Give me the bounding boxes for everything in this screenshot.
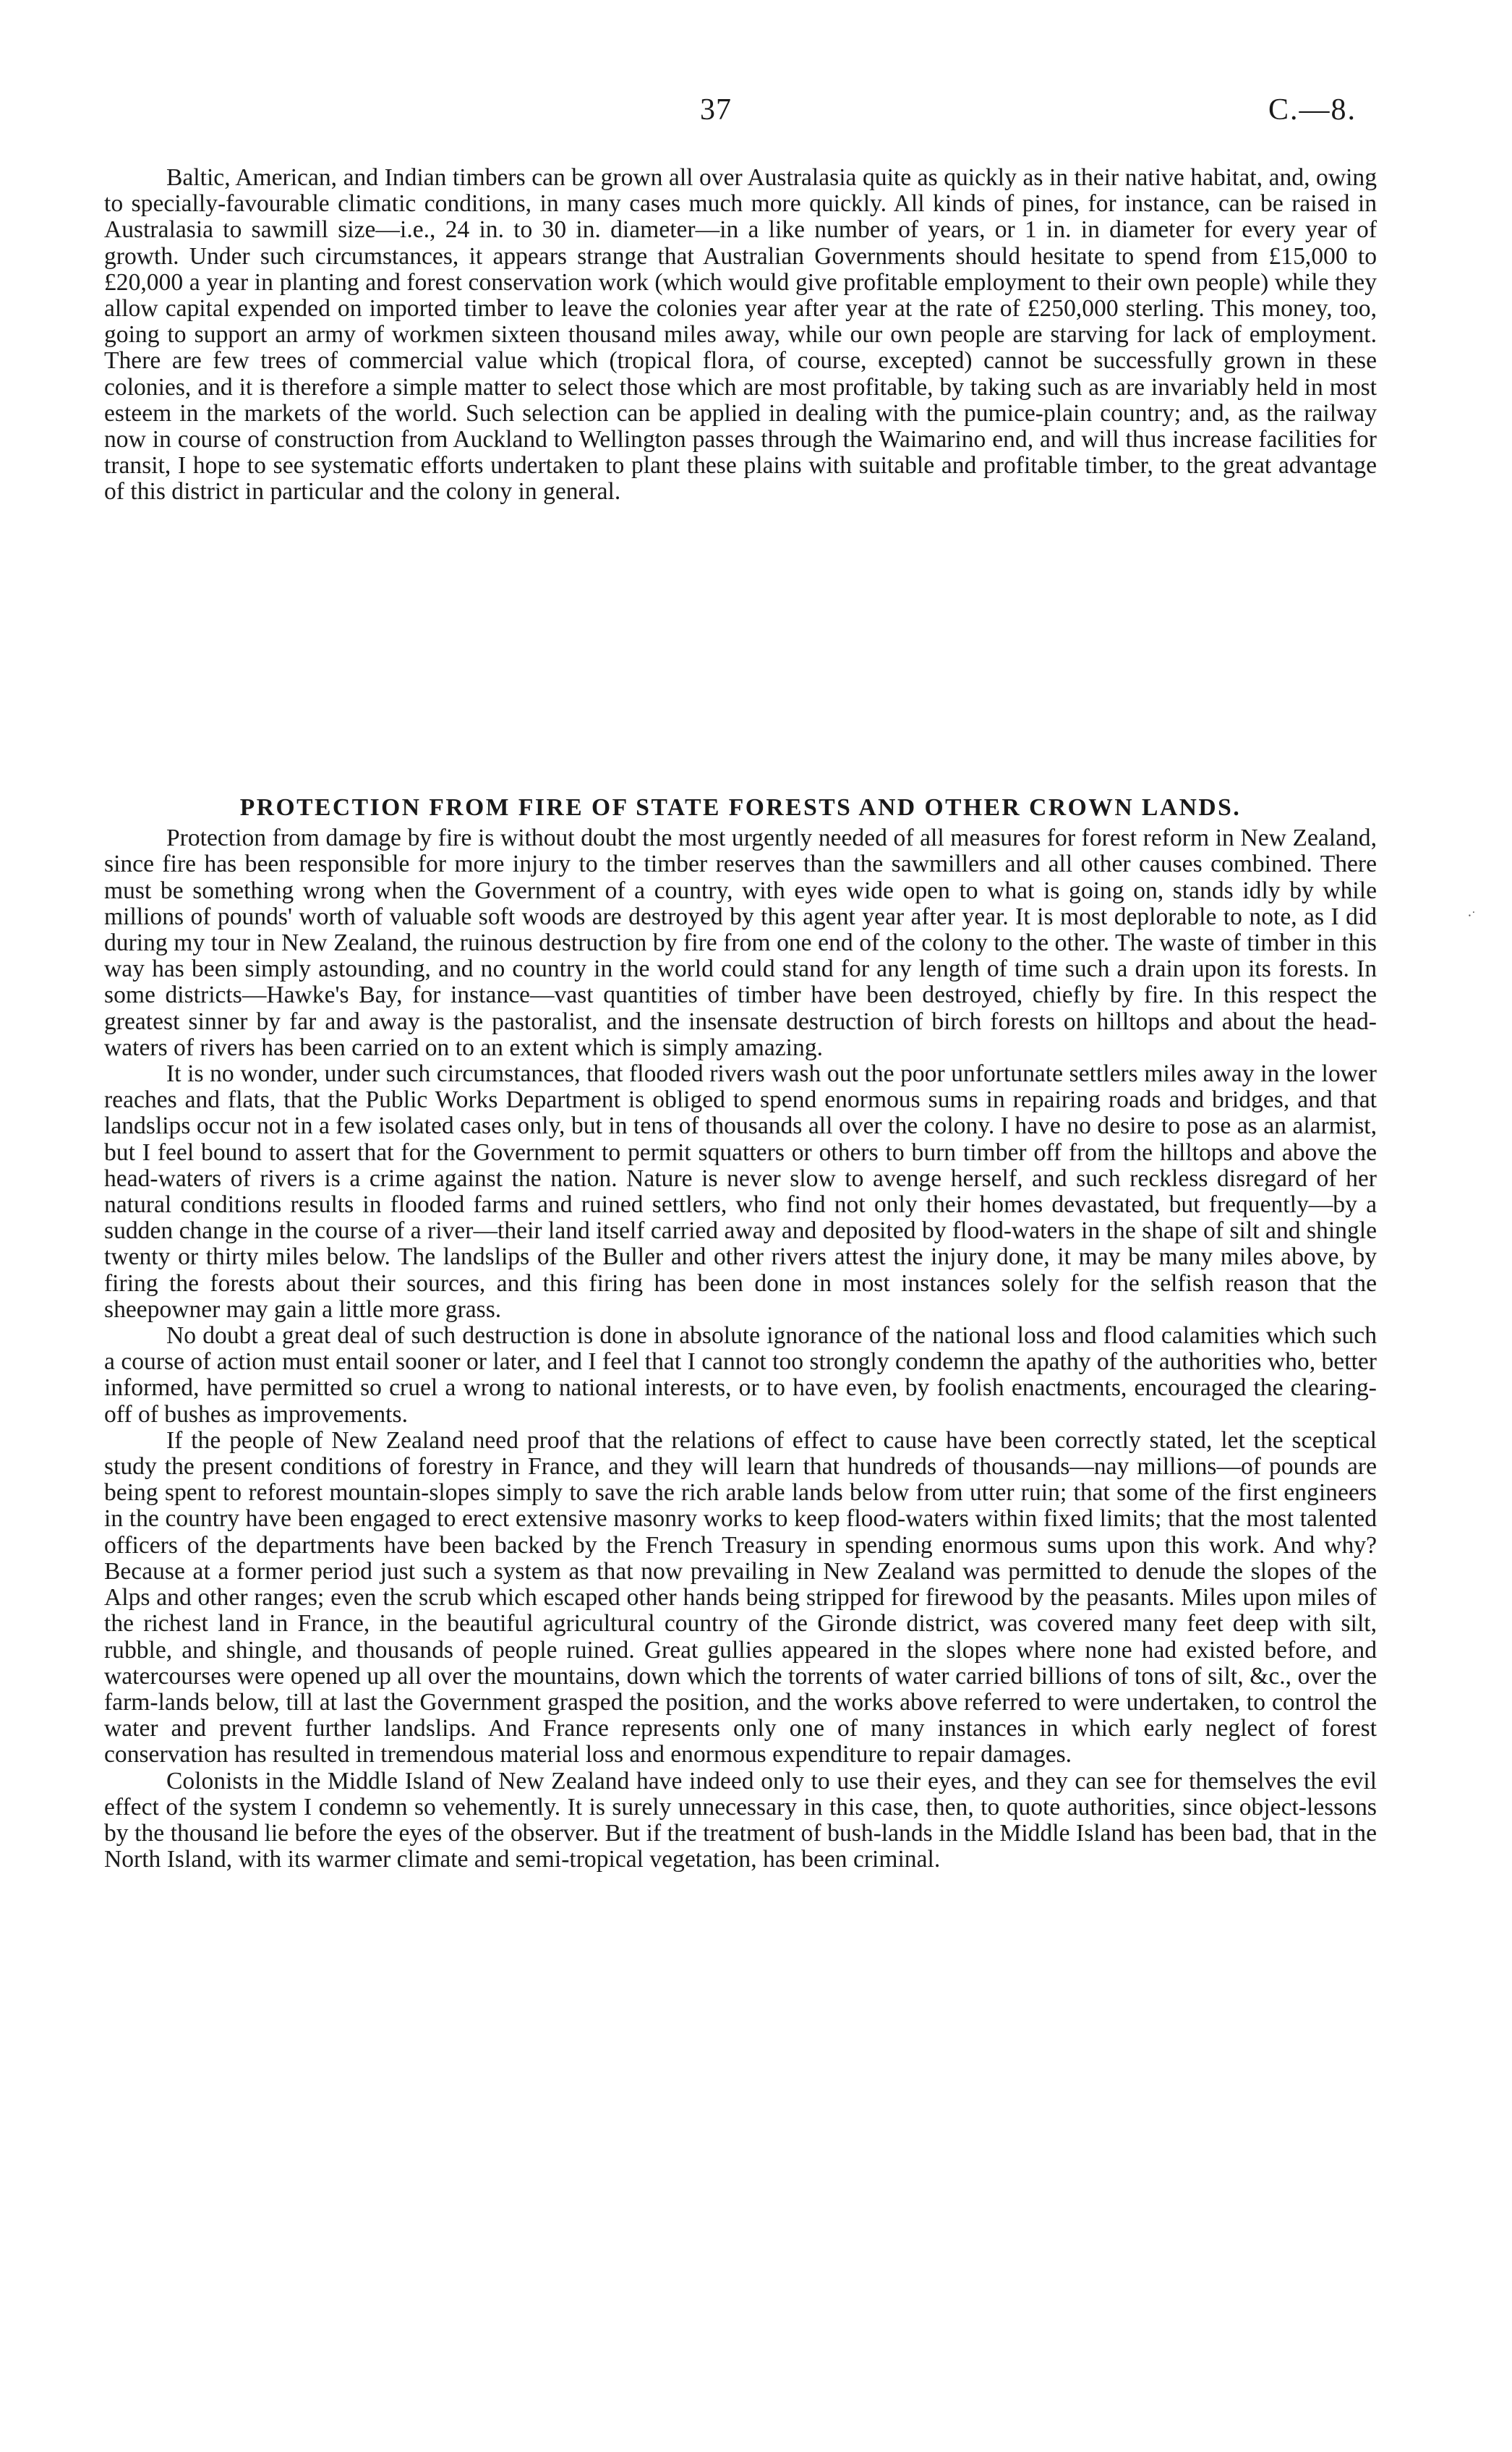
section-paragraph-5: Colonists in the Middle Island of New Zealand have indeed only to use their eyes, and they can see for themselves the evil effect of the system I condemn so vehemently. It is surely unnecessary in this case, then, to quote authorities, since object-lessons by the thousand lie before the eyes of the observer. But if the treatment of bush-lands in the Middle Island has been bad, that in the North Island, with its warmer climate and semi-tropical vegetation, has been criminal.: [104, 1767, 1377, 1873]
section-paragraph-1: Protection from damage by fire is without doubt the most urgently needed of all measures for forest reform in New Zealand, since fire has been responsible for more injury to the timber reserves than the sawmillers and all other causes combined. There must be something wrong when the Government of a country, with eyes wide open to what is going on, stands idly by while millions of pounds' worth of valuable soft woods are destroyed by this agent year after year. It is most deplorable to note, as I did during my tour in New Zealand, the ruinous destruction by fire from one end of the colony to the other. The waste of timber in this way has been simply astounding, and no country in the world could stand for any length of time such a drain upon its forests. In some districts—Hawke's Bay, for instance—vast quantities of timber have been destroyed, chiefly by fire. In this respect the greatest sinner by far and away is the pastoralist, and the insensate destruction of birch forests on hilltops and about the head-waters of rivers has been carried on to an extent which is simply amazing.: [104, 825, 1377, 1061]
section-paragraph-3: No doubt a great deal of such destruction is done in absolute ignorance of the national loss and flood calamities which such a course of action must entail sooner or later, and I feel that I cannot too strongly condemn the apathy of the authorities who, better informed, have permitted so cruel a wrong to national interests, or to have even, by foolish enactments, encouraged the clearing-off of bushes as improvements.: [104, 1322, 1377, 1428]
margin-stray-mark: ⸱˙: [1468, 908, 1476, 923]
page-number: 37: [700, 93, 732, 127]
section-paragraph-4: If the people of New Zealand need proof that the relations of effect to cause have been correctly stated, let the sceptical study the present conditions of forestry in France, and they will learn that hundreds of thousands—nay millions—of pounds are being spent to reforest mountain-slopes simply to save the rich arable lands below from utter ruin; that some of the first engineers in the country have been engaged to erect extensive masonry works to keep flood-waters within fixed limits; that the most talented officers of the departments have been backed by the French Treasury in spending enormous sums upon this work. And why? Because at a former period just such a system as that now prevailing in New Zealand was permitted to denude the slopes of the Alps and other ranges; even the scrub which escaped other hands being stripped for firewood by the peasants. Miles upon miles of the richest land in France, in the beautiful agricultural country of the Gironde district, was covered many feet deep with silt, rubble, and shingle, and thousands of people ruined. Great gullies appeared in the slopes where none had existed before, and watercourses were opened up all over the mountains, down which the torrents of water carried billions of tons of silt, &c., over the farm-lands below, till at last the Government grasped the position, and the works above referred to were undertaken, to control the water and prevent further landslips. And France represents only one of many instances in which early neglect of forest conservation has resulted in tremendous material loss and enormous expenditure to repair damages.: [104, 1426, 1377, 1768]
intro-paragraph: Baltic, American, and Indian timbers can be grown all over Australasia quite as quickly as in their native habitat, and, owing to specially-favourable climatic conditions, in many cases much more quickly. All kinds of pines, for instance, can be raised in Australasia to sawmill size—i.e., 24 in. to 30 in. diameter—in a like number of years, or 1 in. in diameter for every year of growth. Under such circumstances, it appears strange that Australian Governments should hesitate to spend from £15,000 to £20,000 a year in planting and forest conservation work (which would give profitable employment to their own people) while they allow capital expended on imported timber to leave the colonies year after year at the rate of £250,000 sterling. This money, too, going to support an army of workmen sixteen thousand miles away, while our own people are starving for lack of employment. There are few trees of commercial value which (tropical flora, of course, excepted) cannot be successfully grown in these colonies, and it is therefore a simple matter to select those which are most profitable, by taking such as are invariably held in most esteem in the markets of the world. Such selection can be applied in dealing with the pumice-plain country; and, as the railway now in course of construction from Auckland to Wellington passes through the Waimarino end, and will thus increase facilities for transit, I hope to see systematic efforts undertaken to plant these plains with suitable and profitable timber, to the great advantage of this district in particular and the colony in general.: [104, 164, 1377, 506]
fire-protection-section: [104, 795, 1377, 1873]
document-code: C.—8.: [1268, 93, 1357, 127]
section-paragraph-2: It is no wonder, under such circumstances, that flooded rivers wash out the poor unfortunate settlers miles away in the lower reaches and flats, that the Public Works Department is obliged to spend enormous sums in repairing roads and bridges, and that landslips occur not in a few isolated cases only, but in tens of thousands all over the colony. I have no desire to pose as an alarmist, but I feel bound to assert that for the Government to permit squatters or others to burn timber off from the hilltops and above the head-waters of rivers is a crime against the nation. Nature is never slow to avenge herself, and such reckless disregard of her natural conditions results in flooded farms and ruined settlers, who find not only their homes devastated, but frequently—by a sudden change in the course of a river—their land itself carried away and deposited by flood-waters in the shape of silt and shingle twenty or thirty miles below. The landslips of the Buller and other rivers attest the injury done, it may be many miles above, by firing the forests about their sources, and this firing has been done in most instances solely for the selfish reason that the sheepowner may gain a little more grass.: [104, 1060, 1377, 1323]
section-heading: PROTECTION FROM FIRE OF STATE FORESTS AND OTHER CROWN LANDS.: [239, 794, 1242, 821]
intro-section: [104, 165, 1377, 506]
page-header: [0, 93, 1512, 136]
